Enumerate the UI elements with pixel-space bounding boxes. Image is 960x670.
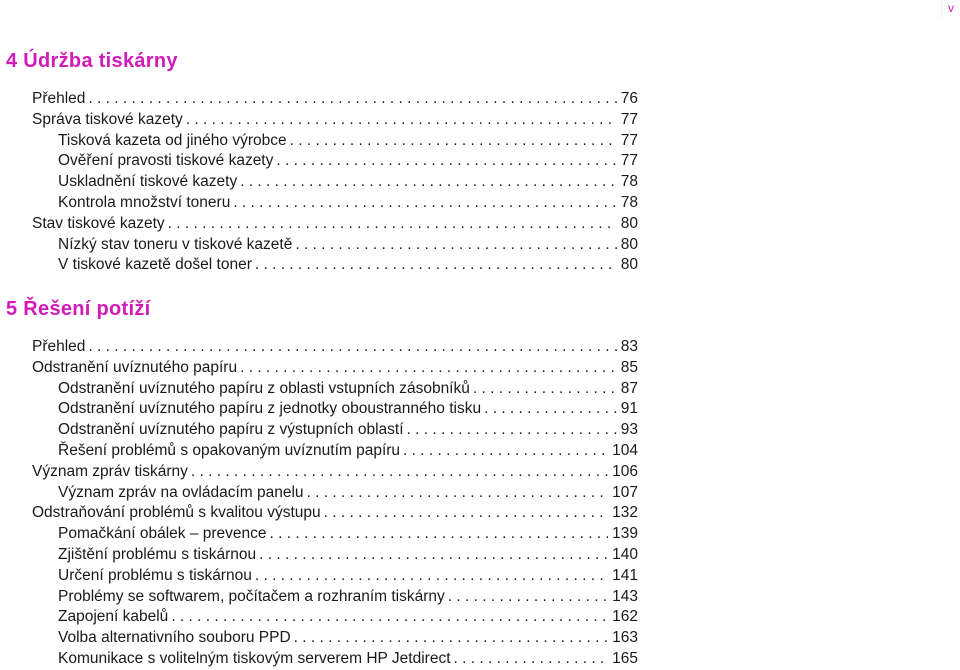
toc-entry[interactable]	[32, 441, 638, 462]
toc-entry-title: Přehled	[32, 338, 86, 355]
toc-page-number: 93	[620, 421, 638, 439]
toc-entry-title: Odstraňování problémů s kvalitou výstupu	[32, 504, 321, 522]
toc-leader-dots	[307, 483, 609, 504]
toc-entry[interactable]	[32, 379, 638, 400]
toc-entry[interactable]	[32, 214, 638, 235]
toc-entry-title: Stav tiskové kazety	[32, 214, 165, 232]
toc-page-number: 85	[620, 358, 638, 376]
toc-leader-dots	[255, 255, 617, 276]
toc-leader-dots	[191, 462, 608, 483]
toc-entry-title: Problémy se softwarem, počítačem a rozhraním tiskárny	[58, 587, 445, 605]
toc-page-number: 165	[612, 649, 638, 667]
toc-entry[interactable]	[32, 649, 638, 670]
toc-page-number: 87	[620, 379, 638, 397]
toc-entry-title: Uskladnění tiskové kazety	[58, 173, 238, 191]
toc-leader-dots	[324, 503, 609, 524]
toc-page-number: 77	[620, 131, 638, 149]
toc-leader-dots	[88, 89, 616, 110]
toc-page-number: 162	[612, 608, 638, 626]
toc-entry[interactable]	[32, 607, 638, 628]
toc-entry-title: Význam zpráv na ovládacím panelu	[58, 483, 304, 501]
toc-leader-dots	[88, 337, 616, 358]
toc-leader-dots	[255, 566, 608, 587]
toc-page-number: 91	[620, 400, 638, 418]
toc-entry-title: Nízký stav toneru v tiskové kazetě	[58, 235, 293, 253]
toc-page-number: 80	[620, 256, 638, 274]
toc-leader-dots	[448, 587, 608, 608]
toc-entry[interactable]	[32, 483, 638, 504]
toc-leader-dots	[259, 545, 608, 566]
toc-leader-dots	[240, 172, 617, 193]
toc-entry-title: Odstranění uvíznutého papíru z jednotky oboustranného tisku	[58, 400, 482, 418]
toc-entry-title: Odstranění uvíznutého papíru	[32, 358, 238, 376]
toc-entry[interactable]	[32, 110, 638, 131]
toc-entry-title: Tisková kazeta od jiného výrobce	[58, 131, 287, 149]
toc-leader-dots	[290, 131, 617, 152]
toc-entry[interactable]	[32, 337, 638, 358]
toc-entry[interactable]	[32, 358, 638, 379]
toc-page-number: 80	[620, 214, 638, 232]
toc-page-number: 140	[612, 545, 638, 563]
chapter-4-heading: 4 Údržba tiskárny	[6, 50, 178, 72]
toc-entry[interactable]	[32, 151, 638, 172]
toc-entry[interactable]	[32, 172, 638, 193]
toc-entry-title: Určení problému s tiskárnou	[58, 566, 252, 584]
toc-page-number: 106	[612, 462, 638, 480]
toc-page-number: 163	[612, 629, 638, 647]
toc-entry-title: Zjištění problému s tiskárnou	[58, 545, 257, 563]
toc-leader-dots	[403, 441, 608, 462]
toc-page-number: 77	[620, 110, 638, 128]
toc-entry[interactable]	[32, 255, 638, 276]
chapter-5-heading: 5 Řešení potíží	[6, 298, 151, 320]
toc-page-number: 80	[620, 235, 638, 253]
toc-entry[interactable]	[32, 545, 638, 566]
toc-entry-title: Význam zpráv tiskárny	[32, 462, 188, 480]
toc-entry[interactable]	[32, 89, 638, 110]
toc-entry-title: Komunikace s volitelným tiskovým serverem HP Jetdirect	[58, 649, 451, 667]
chapter-4-toc	[32, 89, 638, 276]
toc-page-number: 78	[620, 173, 638, 191]
toc-entry-title: V tiskové kazetě došel toner	[58, 256, 252, 274]
toc-leader-dots	[484, 399, 617, 420]
toc-page-number: 139	[612, 525, 638, 543]
toc-leader-dots	[186, 110, 617, 131]
toc-leader-dots	[295, 235, 616, 256]
toc-leader-dots	[407, 420, 617, 441]
toc-leader-dots	[454, 649, 609, 670]
toc-page-number: 78	[620, 193, 638, 211]
toc-page-number: 76	[620, 90, 638, 107]
toc-page-number: 83	[620, 338, 638, 355]
toc-entry[interactable]	[32, 628, 638, 649]
toc-leader-dots	[168, 214, 617, 235]
toc-entry[interactable]	[32, 193, 638, 214]
toc-leader-dots	[294, 628, 608, 649]
chapter-5-toc	[32, 337, 638, 670]
toc-page-number: 104	[612, 441, 638, 459]
page-folio: v	[941, 0, 960, 18]
toc-entry-title: Ověření pravosti tiskové kazety	[58, 152, 274, 170]
toc-entry-title: Přehled	[32, 90, 86, 107]
toc-leader-dots	[473, 379, 617, 400]
toc-leader-dots	[240, 358, 617, 379]
toc-entry[interactable]	[32, 587, 638, 608]
toc-leader-dots	[171, 607, 608, 628]
toc-leader-dots	[276, 151, 616, 172]
toc-entry-title: Zapojení kabelů	[58, 608, 169, 626]
toc-entry-title: Odstranění uvíznutého papíru z oblasti vstupních zásobníků	[58, 379, 470, 397]
toc-entry[interactable]	[32, 503, 638, 524]
toc-page-number: 132	[612, 504, 638, 522]
toc-entry-title: Řešení problémů s opakovaným uvíznutím papíru	[58, 441, 401, 459]
toc-entry[interactable]	[32, 524, 638, 545]
toc-entry-title: Pomačkání obálek – prevence	[58, 525, 267, 543]
toc-entry[interactable]	[32, 462, 638, 483]
toc-entry[interactable]	[32, 399, 638, 420]
toc-page-number: 143	[612, 587, 638, 605]
toc-entry[interactable]	[32, 566, 638, 587]
toc-entry-title: Kontrola množství toneru	[58, 193, 231, 211]
toc-entry-title: Správa tiskové kazety	[32, 110, 183, 128]
toc-leader-dots	[270, 524, 609, 545]
toc-entry[interactable]	[32, 420, 638, 441]
toc-page-number: 77	[620, 152, 638, 170]
toc-entry[interactable]	[32, 131, 638, 152]
toc-page-number: 141	[612, 566, 638, 584]
toc-entry-title: Odstranění uvíznutého papíru z výstupních oblastí	[58, 421, 404, 439]
toc-page-number: 107	[612, 483, 638, 501]
toc-entry-title: Volba alternativního souboru PPD	[58, 629, 291, 647]
toc-leader-dots	[233, 193, 616, 214]
toc-entry[interactable]	[32, 235, 638, 256]
